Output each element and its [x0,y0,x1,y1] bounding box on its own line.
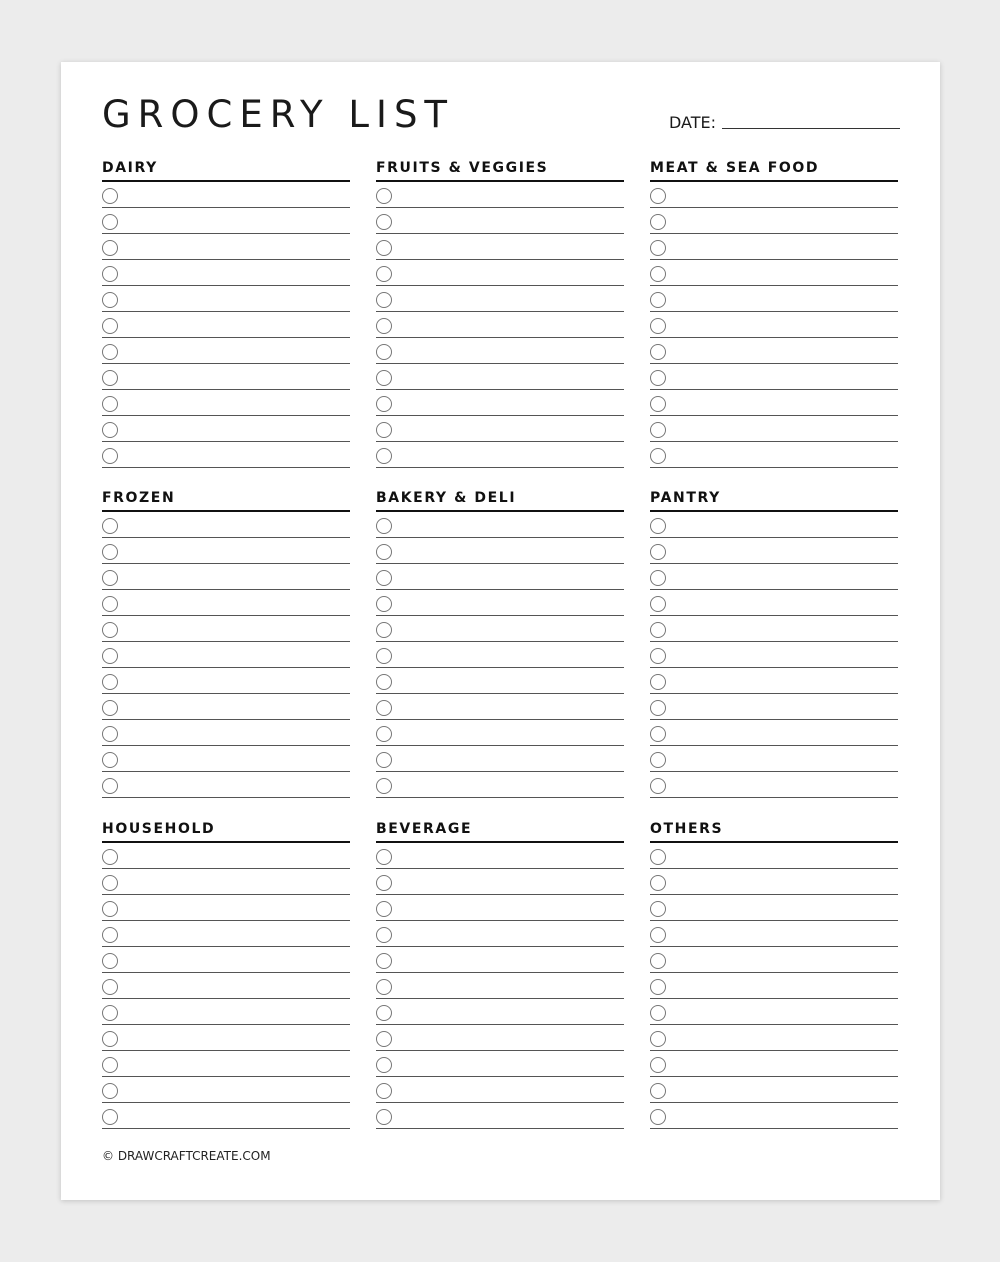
list-item[interactable] [650,564,898,590]
circle-checkbox-icon[interactable] [650,544,666,560]
list-item[interactable] [376,260,624,286]
circle-checkbox-icon[interactable] [650,1083,666,1099]
circle-checkbox-icon[interactable] [102,622,118,638]
list-item[interactable] [650,234,898,260]
circle-checkbox-icon[interactable] [102,849,118,865]
circle-checkbox-icon[interactable] [102,901,118,917]
list-item[interactable] [650,1103,898,1129]
list-item[interactable] [650,921,898,947]
circle-checkbox-icon[interactable] [376,214,392,230]
circle-checkbox-icon[interactable] [650,370,666,386]
circle-checkbox-icon[interactable] [102,674,118,690]
list-item[interactable] [376,694,624,720]
circle-checkbox-icon[interactable] [376,448,392,464]
list-item[interactable] [650,208,898,234]
list-item[interactable] [650,442,898,468]
list-item[interactable] [102,668,350,694]
circle-checkbox-icon[interactable] [102,648,118,664]
list-item[interactable] [650,895,898,921]
list-item[interactable] [376,538,624,564]
circle-checkbox-icon[interactable] [376,953,392,969]
circle-checkbox-icon[interactable] [650,1031,666,1047]
circle-checkbox-icon[interactable] [102,875,118,891]
circle-checkbox-icon[interactable] [650,596,666,612]
circle-checkbox-icon[interactable] [102,953,118,969]
circle-checkbox-icon[interactable] [650,240,666,256]
list-item[interactable] [376,869,624,895]
list-item[interactable] [376,590,624,616]
list-item[interactable] [102,182,350,208]
circle-checkbox-icon[interactable] [376,849,392,865]
section-bakery-deli [376,486,624,798]
circle-checkbox-icon[interactable] [650,901,666,917]
list-item[interactable] [650,416,898,442]
list-item[interactable] [102,921,350,947]
section-meat-sea-food [650,156,898,468]
circle-checkbox-icon[interactable] [650,622,666,638]
list-item[interactable] [650,512,898,538]
item-list [650,843,898,1129]
item-list [102,512,350,798]
circle-checkbox-icon[interactable] [376,396,392,412]
item-list [102,843,350,1129]
section-title: MEAT & SEA FOOD [650,160,820,176]
list-item[interactable] [102,642,350,668]
circle-checkbox-icon[interactable] [102,752,118,768]
list-item[interactable] [650,260,898,286]
list-item[interactable] [650,1025,898,1051]
item-list [376,843,624,1129]
list-item[interactable] [376,442,624,468]
circle-checkbox-icon[interactable] [650,979,666,995]
circle-checkbox-icon[interactable] [102,778,118,794]
list-item[interactable] [376,1051,624,1077]
list-item[interactable] [102,364,350,390]
circle-checkbox-icon[interactable] [650,188,666,204]
circle-checkbox-icon[interactable] [102,214,118,230]
list-item[interactable] [650,973,898,999]
section-others [650,817,898,1129]
circle-checkbox-icon[interactable] [650,953,666,969]
circle-checkbox-icon[interactable] [376,292,392,308]
circle-checkbox-icon[interactable] [650,422,666,438]
circle-checkbox-icon[interactable] [650,318,666,334]
circle-checkbox-icon[interactable] [376,318,392,334]
circle-checkbox-icon[interactable] [376,1083,392,1099]
circle-checkbox-icon[interactable] [102,396,118,412]
list-item[interactable] [376,1025,624,1051]
circle-checkbox-icon[interactable] [102,700,118,716]
list-item[interactable] [650,947,898,973]
circle-checkbox-icon[interactable] [650,1005,666,1021]
circle-checkbox-icon[interactable] [376,700,392,716]
list-item[interactable] [376,746,624,772]
list-item[interactable] [376,416,624,442]
circle-checkbox-icon[interactable] [650,396,666,412]
list-item[interactable] [650,312,898,338]
circle-checkbox-icon[interactable] [650,726,666,742]
list-item[interactable] [102,1103,350,1129]
circle-checkbox-icon[interactable] [102,266,118,282]
list-item[interactable] [102,564,350,590]
circle-checkbox-icon[interactable] [650,292,666,308]
circle-checkbox-icon[interactable] [102,318,118,334]
circle-checkbox-icon[interactable] [650,570,666,586]
list-item[interactable] [102,208,350,234]
list-item[interactable] [102,590,350,616]
list-item[interactable] [376,921,624,947]
circle-checkbox-icon[interactable] [376,370,392,386]
list-item[interactable] [102,234,350,260]
list-item[interactable] [376,286,624,312]
circle-checkbox-icon[interactable] [102,1005,118,1021]
list-item[interactable] [102,1025,350,1051]
circle-checkbox-icon[interactable] [376,344,392,360]
circle-checkbox-icon[interactable] [650,214,666,230]
circle-checkbox-icon[interactable] [102,979,118,995]
list-item[interactable] [102,895,350,921]
section-title: BAKERY & DELI [376,490,517,506]
list-item[interactable] [650,694,898,720]
list-item[interactable] [376,668,624,694]
section-title: BEVERAGE [376,821,473,837]
circle-checkbox-icon[interactable] [376,875,392,891]
list-item[interactable] [650,590,898,616]
list-item[interactable] [650,364,898,390]
list-item[interactable] [650,390,898,416]
list-item[interactable] [650,746,898,772]
list-item[interactable] [376,616,624,642]
list-item[interactable] [376,208,624,234]
circle-checkbox-icon[interactable] [102,1031,118,1047]
list-item[interactable] [102,616,350,642]
list-item[interactable] [102,973,350,999]
item-list [650,182,898,468]
list-item[interactable] [376,338,624,364]
circle-checkbox-icon[interactable] [102,1083,118,1099]
circle-checkbox-icon[interactable] [102,344,118,360]
circle-checkbox-icon[interactable] [650,700,666,716]
circle-checkbox-icon[interactable] [650,344,666,360]
circle-checkbox-icon[interactable] [376,422,392,438]
circle-checkbox-icon[interactable] [102,292,118,308]
circle-checkbox-icon[interactable] [376,1057,392,1073]
list-item[interactable] [650,286,898,312]
list-item[interactable] [376,1103,624,1129]
list-item[interactable] [102,772,350,798]
page-title: GROCERY LIST [102,93,455,136]
item-list [376,182,624,468]
circle-checkbox-icon[interactable] [102,927,118,943]
list-item[interactable] [376,512,624,538]
circle-checkbox-icon[interactable] [376,1031,392,1047]
section-dairy [102,156,350,468]
list-item[interactable] [102,869,350,895]
list-item[interactable] [650,538,898,564]
circle-checkbox-icon[interactable] [102,596,118,612]
list-item[interactable] [376,947,624,973]
section-title: DAIRY [102,160,158,176]
list-item[interactable] [650,999,898,1025]
circle-checkbox-icon[interactable] [376,778,392,794]
section-fruits-veggies [376,156,624,468]
list-item[interactable] [650,338,898,364]
list-item[interactable] [650,720,898,746]
list-item[interactable] [102,312,350,338]
list-item[interactable] [102,999,350,1025]
circle-checkbox-icon[interactable] [376,726,392,742]
list-item[interactable] [650,1051,898,1077]
list-item[interactable] [102,338,350,364]
circle-checkbox-icon[interactable] [650,1109,666,1125]
circle-checkbox-icon[interactable] [376,240,392,256]
list-item[interactable] [376,843,624,869]
circle-checkbox-icon[interactable] [376,266,392,282]
circle-checkbox-icon[interactable] [650,1057,666,1073]
list-item[interactable] [376,720,624,746]
section-household [102,817,350,1129]
circle-checkbox-icon[interactable] [650,648,666,664]
section-title: HOUSEHOLD [102,821,216,837]
list-item[interactable] [102,390,350,416]
circle-checkbox-icon[interactable] [650,752,666,768]
list-item[interactable] [102,416,350,442]
circle-checkbox-icon[interactable] [376,979,392,995]
section-title: FRUITS & VEGGIES [376,160,549,176]
circle-checkbox-icon[interactable] [102,448,118,464]
circle-checkbox-icon[interactable] [376,570,392,586]
circle-checkbox-icon[interactable] [376,674,392,690]
circle-checkbox-icon[interactable] [102,518,118,534]
list-item[interactable] [376,895,624,921]
circle-checkbox-icon[interactable] [650,927,666,943]
circle-checkbox-icon[interactable] [650,674,666,690]
circle-checkbox-icon[interactable] [650,518,666,534]
item-list [102,182,350,468]
list-item[interactable] [376,999,624,1025]
date-label: DATE: [669,113,717,132]
item-list [650,512,898,798]
list-item[interactable] [102,260,350,286]
circle-checkbox-icon[interactable] [102,1057,118,1073]
circle-checkbox-icon[interactable] [376,622,392,638]
list-item[interactable] [376,564,624,590]
circle-checkbox-icon[interactable] [650,266,666,282]
item-list [376,512,624,798]
date-field[interactable] [722,128,900,129]
section-title: PANTRY [650,490,721,506]
circle-checkbox-icon[interactable] [376,188,392,204]
circle-checkbox-icon[interactable] [376,1109,392,1125]
grocery-list-sheet [61,62,940,1200]
list-item[interactable] [650,843,898,869]
list-item[interactable] [650,869,898,895]
list-item[interactable] [376,234,624,260]
list-item[interactable] [102,1051,350,1077]
circle-checkbox-icon[interactable] [650,849,666,865]
circle-checkbox-icon[interactable] [102,370,118,386]
circle-checkbox-icon[interactable] [376,518,392,534]
circle-checkbox-icon[interactable] [650,778,666,794]
circle-checkbox-icon[interactable] [376,544,392,560]
list-item[interactable] [650,772,898,798]
list-item[interactable] [102,746,350,772]
circle-checkbox-icon[interactable] [650,448,666,464]
list-item[interactable] [102,442,350,468]
circle-checkbox-icon[interactable] [102,570,118,586]
list-item[interactable] [650,182,898,208]
circle-checkbox-icon[interactable] [102,544,118,560]
list-item[interactable] [102,538,350,564]
list-item[interactable] [376,1077,624,1103]
circle-checkbox-icon[interactable] [376,927,392,943]
circle-checkbox-icon[interactable] [102,1109,118,1125]
copyright-footer: © DRAWCRAFTCREATE.COM [102,1149,271,1163]
section-beverage [376,817,624,1129]
section-frozen [102,486,350,798]
circle-checkbox-icon[interactable] [102,188,118,204]
list-item[interactable] [102,720,350,746]
list-item[interactable] [102,512,350,538]
list-item[interactable] [376,390,624,416]
list-item[interactable] [102,1077,350,1103]
circle-checkbox-icon[interactable] [376,752,392,768]
list-item[interactable] [102,843,350,869]
list-item[interactable] [376,182,624,208]
section-title: OTHERS [650,821,724,837]
list-item[interactable] [650,642,898,668]
list-item[interactable] [376,973,624,999]
list-item[interactable] [102,694,350,720]
circle-checkbox-icon[interactable] [102,422,118,438]
circle-checkbox-icon[interactable] [376,596,392,612]
list-item[interactable] [102,947,350,973]
list-item[interactable] [650,616,898,642]
list-item[interactable] [102,286,350,312]
circle-checkbox-icon[interactable] [376,648,392,664]
section-pantry [650,486,898,798]
section-title: FROZEN [102,490,176,506]
list-item[interactable] [650,1077,898,1103]
list-item[interactable] [376,364,624,390]
circle-checkbox-icon[interactable] [102,240,118,256]
list-item[interactable] [376,642,624,668]
circle-checkbox-icon[interactable] [102,726,118,742]
list-item[interactable] [376,312,624,338]
circle-checkbox-icon[interactable] [650,875,666,891]
list-item[interactable] [376,772,624,798]
circle-checkbox-icon[interactable] [376,901,392,917]
list-item[interactable] [650,668,898,694]
circle-checkbox-icon[interactable] [376,1005,392,1021]
